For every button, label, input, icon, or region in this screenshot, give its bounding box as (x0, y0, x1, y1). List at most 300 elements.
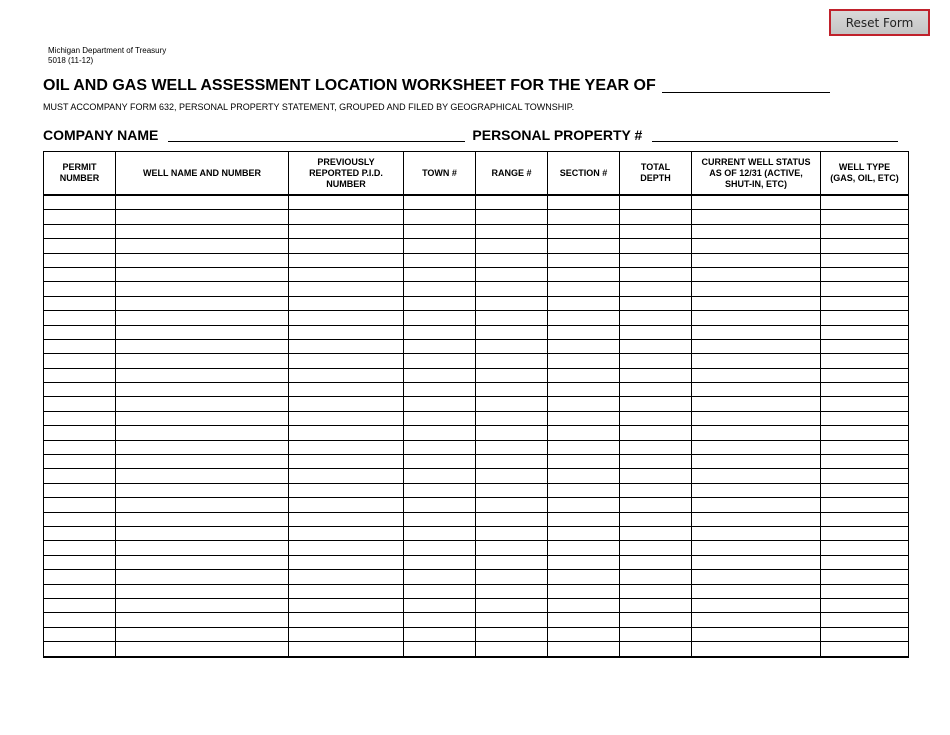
cell-input-range[interactable] (476, 412, 547, 425)
cell-input-range[interactable] (476, 268, 547, 281)
cell-input-type[interactable] (821, 628, 908, 641)
cell-input-well-name[interactable] (116, 484, 288, 497)
cell-input-section[interactable] (548, 484, 619, 497)
cell-input-range[interactable] (476, 541, 547, 554)
cell-input-well-name[interactable] (116, 541, 288, 554)
cell-input-depth[interactable] (620, 210, 691, 223)
cell-input-depth[interactable] (620, 527, 691, 540)
table-row (44, 325, 909, 339)
cell-input-pid[interactable] (289, 599, 403, 612)
cell-input-section[interactable] (548, 441, 619, 454)
cell-input-well-name[interactable] (116, 268, 288, 281)
cell-input-range[interactable] (476, 282, 547, 295)
cell-input-range[interactable] (476, 642, 547, 655)
personal-property-field[interactable] (652, 126, 898, 142)
cell-input-range[interactable] (476, 441, 547, 454)
cell-input-range[interactable] (476, 340, 547, 353)
cell-input-permit-number[interactable] (44, 527, 115, 540)
cell-input-status[interactable] (692, 311, 820, 324)
cell-input-range[interactable] (476, 527, 547, 540)
cell-input-depth[interactable] (620, 498, 691, 511)
cell-input-depth[interactable] (620, 426, 691, 439)
cell-input-well-name[interactable] (116, 196, 288, 209)
cell-input-type[interactable] (821, 513, 908, 526)
cell-input-section[interactable] (548, 239, 619, 252)
cell-input-pid[interactable] (289, 383, 403, 396)
cell-input-well-name[interactable] (116, 311, 288, 324)
cell-input-range[interactable] (476, 254, 547, 267)
cell-input-permit-number[interactable] (44, 383, 115, 396)
cell-input-town[interactable] (404, 196, 475, 209)
cell-input-pid[interactable] (289, 642, 403, 655)
cell-input-pid[interactable] (289, 556, 403, 569)
cell-input-status[interactable] (692, 254, 820, 267)
cell-input-type[interactable] (821, 225, 908, 238)
cell-input-status[interactable] (692, 541, 820, 554)
year-field[interactable] (662, 77, 830, 93)
cell-input-range[interactable] (476, 311, 547, 324)
cell-input-status[interactable] (692, 239, 820, 252)
table-cell (548, 339, 620, 353)
cell-input-status[interactable] (692, 225, 820, 238)
cell-input-depth[interactable] (620, 441, 691, 454)
cell-input-well-name[interactable] (116, 613, 288, 626)
cell-input-town[interactable] (404, 513, 475, 526)
cell-input-permit-number[interactable] (44, 397, 115, 410)
cell-input-depth[interactable] (620, 412, 691, 425)
cell-input-range[interactable] (476, 239, 547, 252)
cell-input-well-name[interactable] (116, 354, 288, 367)
cell-input-type[interactable] (821, 210, 908, 223)
cell-input-depth[interactable] (620, 469, 691, 482)
cell-input-permit-number[interactable] (44, 484, 115, 497)
cell-input-depth[interactable] (620, 297, 691, 310)
cell-input-type[interactable] (821, 340, 908, 353)
cell-input-range[interactable] (476, 354, 547, 367)
cell-input-well-name[interactable] (116, 556, 288, 569)
cell-input-type[interactable] (821, 455, 908, 468)
cell-input-section[interactable] (548, 426, 619, 439)
cell-input-section[interactable] (548, 282, 619, 295)
cell-input-well-name[interactable] (116, 397, 288, 410)
cell-input-range[interactable] (476, 613, 547, 626)
cell-input-depth[interactable] (620, 570, 691, 583)
cell-input-depth[interactable] (620, 369, 691, 382)
cell-input-well-name[interactable] (116, 254, 288, 267)
cell-input-status[interactable] (692, 570, 820, 583)
cell-input-pid[interactable] (289, 311, 403, 324)
cell-input-status[interactable] (692, 397, 820, 410)
cell-input-depth[interactable] (620, 541, 691, 554)
cell-input-permit-number[interactable] (44, 469, 115, 482)
cell-input-pid[interactable] (289, 455, 403, 468)
cell-input-permit-number[interactable] (44, 556, 115, 569)
cell-input-type[interactable] (821, 412, 908, 425)
cell-input-status[interactable] (692, 326, 820, 339)
cell-input-type[interactable] (821, 239, 908, 252)
cell-input-depth[interactable] (620, 282, 691, 295)
cell-input-depth[interactable] (620, 239, 691, 252)
cell-input-section[interactable] (548, 268, 619, 281)
cell-input-permit-number[interactable] (44, 513, 115, 526)
cell-input-type[interactable] (821, 254, 908, 267)
cell-input-section[interactable] (548, 556, 619, 569)
cell-input-pid[interactable] (289, 613, 403, 626)
cell-input-town[interactable] (404, 225, 475, 238)
cell-input-section[interactable] (548, 570, 619, 583)
cell-input-permit-number[interactable] (44, 642, 115, 655)
cell-input-section[interactable] (548, 642, 619, 655)
cell-input-town[interactable] (404, 354, 475, 367)
table-cell (44, 455, 116, 469)
cell-input-permit-number[interactable] (44, 268, 115, 281)
cell-input-status[interactable] (692, 426, 820, 439)
table-cell (44, 267, 116, 281)
cell-input-depth[interactable] (620, 397, 691, 410)
cell-input-well-name[interactable] (116, 426, 288, 439)
cell-input-well-name[interactable] (116, 412, 288, 425)
cell-input-section[interactable] (548, 297, 619, 310)
cell-input-section[interactable] (548, 311, 619, 324)
cell-input-section[interactable] (548, 613, 619, 626)
cell-input-town[interactable] (404, 455, 475, 468)
cell-input-type[interactable] (821, 642, 908, 655)
cell-input-section[interactable] (548, 210, 619, 223)
cell-input-pid[interactable] (289, 484, 403, 497)
cell-input-depth[interactable] (620, 225, 691, 238)
cell-input-range[interactable] (476, 484, 547, 497)
cell-input-type[interactable] (821, 282, 908, 295)
cell-input-depth[interactable] (620, 311, 691, 324)
cell-input-range[interactable] (476, 570, 547, 583)
cell-input-status[interactable] (692, 340, 820, 353)
cell-input-section[interactable] (548, 397, 619, 410)
cell-input-type[interactable] (821, 326, 908, 339)
cell-input-town[interactable] (404, 369, 475, 382)
cell-input-status[interactable] (692, 613, 820, 626)
cell-input-well-name[interactable] (116, 599, 288, 612)
cell-input-section[interactable] (548, 585, 619, 598)
cell-input-town[interactable] (404, 282, 475, 295)
cell-input-well-name[interactable] (116, 628, 288, 641)
cell-input-type[interactable] (821, 527, 908, 540)
cell-input-well-name[interactable] (116, 383, 288, 396)
cell-input-status[interactable] (692, 599, 820, 612)
cell-input-permit-number[interactable] (44, 254, 115, 267)
cell-input-permit-number[interactable] (44, 613, 115, 626)
cell-input-town[interactable] (404, 628, 475, 641)
cell-input-type[interactable] (821, 354, 908, 367)
table-cell (404, 512, 476, 526)
cell-input-section[interactable] (548, 599, 619, 612)
cell-input-status[interactable] (692, 196, 820, 209)
cell-input-town[interactable] (404, 527, 475, 540)
cell-input-range[interactable] (476, 397, 547, 410)
cell-input-well-name[interactable] (116, 527, 288, 540)
cell-input-type[interactable] (821, 613, 908, 626)
cell-input-type[interactable] (821, 441, 908, 454)
cell-input-depth[interactable] (620, 196, 691, 209)
cell-input-range[interactable] (476, 455, 547, 468)
cell-input-well-name[interactable] (116, 225, 288, 238)
cell-input-pid[interactable] (289, 326, 403, 339)
cell-input-town[interactable] (404, 412, 475, 425)
cell-input-depth[interactable] (620, 642, 691, 655)
cell-input-depth[interactable] (620, 254, 691, 267)
cell-input-depth[interactable] (620, 484, 691, 497)
cell-input-well-name[interactable] (116, 369, 288, 382)
cell-input-status[interactable] (692, 297, 820, 310)
cell-input-section[interactable] (548, 383, 619, 396)
cell-input-section[interactable] (548, 369, 619, 382)
cell-input-permit-number[interactable] (44, 297, 115, 310)
cell-input-type[interactable] (821, 268, 908, 281)
cell-input-permit-number[interactable] (44, 326, 115, 339)
cell-input-well-name[interactable] (116, 585, 288, 598)
cell-input-town[interactable] (404, 441, 475, 454)
cell-input-status[interactable] (692, 412, 820, 425)
cell-input-depth[interactable] (620, 354, 691, 367)
cell-input-section[interactable] (548, 513, 619, 526)
cell-input-range[interactable] (476, 369, 547, 382)
cell-input-section[interactable] (548, 527, 619, 540)
cell-input-status[interactable] (692, 469, 820, 482)
cell-input-pid[interactable] (289, 469, 403, 482)
cell-input-town[interactable] (404, 297, 475, 310)
cell-input-permit-number[interactable] (44, 498, 115, 511)
cell-input-well-name[interactable] (116, 570, 288, 583)
cell-input-type[interactable] (821, 541, 908, 554)
cell-input-town[interactable] (404, 268, 475, 281)
cell-input-depth[interactable] (620, 340, 691, 353)
cell-input-status[interactable] (692, 642, 820, 655)
cell-input-type[interactable] (821, 196, 908, 209)
cell-input-range[interactable] (476, 196, 547, 209)
cell-input-type[interactable] (821, 297, 908, 310)
table-cell (620, 253, 692, 267)
cell-input-permit-number[interactable] (44, 369, 115, 382)
cell-input-permit-number[interactable] (44, 541, 115, 554)
cell-input-pid[interactable] (289, 297, 403, 310)
cell-input-pid[interactable] (289, 527, 403, 540)
cell-input-well-name[interactable] (116, 210, 288, 223)
cell-input-pid[interactable] (289, 210, 403, 223)
cell-input-town[interactable] (404, 469, 475, 482)
cell-input-type[interactable] (821, 469, 908, 482)
cell-input-depth[interactable] (620, 628, 691, 641)
cell-input-permit-number[interactable] (44, 354, 115, 367)
cell-input-pid[interactable] (289, 585, 403, 598)
cell-input-range[interactable] (476, 585, 547, 598)
cell-input-status[interactable] (692, 268, 820, 281)
cell-input-depth[interactable] (620, 268, 691, 281)
cell-input-type[interactable] (821, 498, 908, 511)
cell-input-permit-number[interactable] (44, 599, 115, 612)
cell-input-pid[interactable] (289, 397, 403, 410)
cell-input-type[interactable] (821, 570, 908, 583)
cell-input-permit-number[interactable] (44, 225, 115, 238)
cell-input-section[interactable] (548, 196, 619, 209)
cell-input-pid[interactable] (289, 498, 403, 511)
cell-input-town[interactable] (404, 642, 475, 655)
cell-input-well-name[interactable] (116, 297, 288, 310)
cell-input-well-name[interactable] (116, 326, 288, 339)
cell-input-status[interactable] (692, 513, 820, 526)
cell-input-pid[interactable] (289, 354, 403, 367)
cell-input-section[interactable] (548, 628, 619, 641)
cell-input-well-name[interactable] (116, 282, 288, 295)
cell-input-status[interactable] (692, 210, 820, 223)
cell-input-range[interactable] (476, 556, 547, 569)
cell-input-section[interactable] (548, 412, 619, 425)
cell-input-range[interactable] (476, 628, 547, 641)
cell-input-range[interactable] (476, 225, 547, 238)
cell-input-depth[interactable] (620, 455, 691, 468)
cell-input-well-name[interactable] (116, 340, 288, 353)
cell-input-town[interactable] (404, 498, 475, 511)
cell-input-well-name[interactable] (116, 513, 288, 526)
cell-input-status[interactable] (692, 527, 820, 540)
cell-input-type[interactable] (821, 397, 908, 410)
cell-input-pid[interactable] (289, 369, 403, 382)
cell-input-type[interactable] (821, 311, 908, 324)
cell-input-town[interactable] (404, 613, 475, 626)
cell-input-section[interactable] (548, 354, 619, 367)
cell-input-range[interactable] (476, 469, 547, 482)
cell-input-permit-number[interactable] (44, 210, 115, 223)
cell-input-range[interactable] (476, 383, 547, 396)
cell-input-status[interactable] (692, 498, 820, 511)
cell-input-status[interactable] (692, 484, 820, 497)
cell-input-section[interactable] (548, 469, 619, 482)
cell-input-depth[interactable] (620, 556, 691, 569)
cell-input-type[interactable] (821, 383, 908, 396)
cell-input-depth[interactable] (620, 613, 691, 626)
table-cell (289, 584, 404, 598)
cell-input-town[interactable] (404, 254, 475, 267)
cell-input-range[interactable] (476, 326, 547, 339)
cell-input-range[interactable] (476, 297, 547, 310)
cell-input-section[interactable] (548, 340, 619, 353)
cell-input-town[interactable] (404, 570, 475, 583)
cell-input-town[interactable] (404, 326, 475, 339)
column-header-town: TOWN # (404, 152, 476, 196)
cell-input-status[interactable] (692, 354, 820, 367)
cell-input-status[interactable] (692, 585, 820, 598)
cell-input-pid[interactable] (289, 628, 403, 641)
cell-input-well-name[interactable] (116, 441, 288, 454)
cell-input-status[interactable] (692, 369, 820, 382)
cell-input-permit-number[interactable] (44, 570, 115, 583)
cell-input-status[interactable] (692, 556, 820, 569)
cell-input-town[interactable] (404, 239, 475, 252)
cell-input-pid[interactable] (289, 412, 403, 425)
cell-input-town[interactable] (404, 599, 475, 612)
cell-input-pid[interactable] (289, 570, 403, 583)
cell-input-town[interactable] (404, 383, 475, 396)
cell-input-town[interactable] (404, 585, 475, 598)
cell-input-permit-number[interactable] (44, 585, 115, 598)
cell-input-permit-number[interactable] (44, 196, 115, 209)
cell-input-status[interactable] (692, 628, 820, 641)
cell-input-section[interactable] (548, 225, 619, 238)
cell-input-town[interactable] (404, 556, 475, 569)
cell-input-pid[interactable] (289, 239, 403, 252)
cell-input-type[interactable] (821, 556, 908, 569)
cell-input-town[interactable] (404, 340, 475, 353)
cell-input-section[interactable] (548, 254, 619, 267)
cell-input-pid[interactable] (289, 340, 403, 353)
cell-input-range[interactable] (476, 498, 547, 511)
cell-input-status[interactable] (692, 282, 820, 295)
cell-input-pid[interactable] (289, 513, 403, 526)
cell-input-depth[interactable] (620, 326, 691, 339)
cell-input-permit-number[interactable] (44, 282, 115, 295)
cell-input-permit-number[interactable] (44, 455, 115, 468)
cell-input-pid[interactable] (289, 225, 403, 238)
company-name-field[interactable] (168, 126, 465, 142)
cell-input-town[interactable] (404, 541, 475, 554)
cell-input-range[interactable] (476, 210, 547, 223)
cell-input-town[interactable] (404, 311, 475, 324)
cell-input-pid[interactable] (289, 254, 403, 267)
cell-input-pid[interactable] (289, 282, 403, 295)
cell-input-permit-number[interactable] (44, 239, 115, 252)
cell-input-section[interactable] (548, 326, 619, 339)
cell-input-permit-number[interactable] (44, 311, 115, 324)
cell-input-depth[interactable] (620, 513, 691, 526)
reset-form-button[interactable]: Reset Form (829, 9, 930, 36)
cell-input-well-name[interactable] (116, 469, 288, 482)
cell-input-status[interactable] (692, 441, 820, 454)
cell-input-well-name[interactable] (116, 642, 288, 655)
cell-input-pid[interactable] (289, 541, 403, 554)
cell-input-pid[interactable] (289, 441, 403, 454)
cell-input-permit-number[interactable] (44, 340, 115, 353)
cell-input-type[interactable] (821, 369, 908, 382)
cell-input-pid[interactable] (289, 426, 403, 439)
cell-input-depth[interactable] (620, 599, 691, 612)
cell-input-town[interactable] (404, 210, 475, 223)
cell-input-pid[interactable] (289, 268, 403, 281)
cell-input-permit-number[interactable] (44, 441, 115, 454)
cell-input-section[interactable] (548, 541, 619, 554)
cell-input-status[interactable] (692, 455, 820, 468)
cell-input-type[interactable] (821, 585, 908, 598)
cell-input-permit-number[interactable] (44, 426, 115, 439)
cell-input-type[interactable] (821, 426, 908, 439)
cell-input-well-name[interactable] (116, 498, 288, 511)
cell-input-pid[interactable] (289, 196, 403, 209)
cell-input-town[interactable] (404, 397, 475, 410)
cell-input-range[interactable] (476, 599, 547, 612)
cell-input-type[interactable] (821, 484, 908, 497)
cell-input-range[interactable] (476, 513, 547, 526)
cell-input-well-name[interactable] (116, 455, 288, 468)
cell-input-town[interactable] (404, 426, 475, 439)
cell-input-type[interactable] (821, 599, 908, 612)
cell-input-well-name[interactable] (116, 239, 288, 252)
cell-input-section[interactable] (548, 455, 619, 468)
cell-input-permit-number[interactable] (44, 628, 115, 641)
cell-input-depth[interactable] (620, 585, 691, 598)
cell-input-section[interactable] (548, 498, 619, 511)
cell-input-permit-number[interactable] (44, 412, 115, 425)
cell-input-depth[interactable] (620, 383, 691, 396)
cell-input-status[interactable] (692, 383, 820, 396)
cell-input-town[interactable] (404, 484, 475, 497)
cell-input-range[interactable] (476, 426, 547, 439)
